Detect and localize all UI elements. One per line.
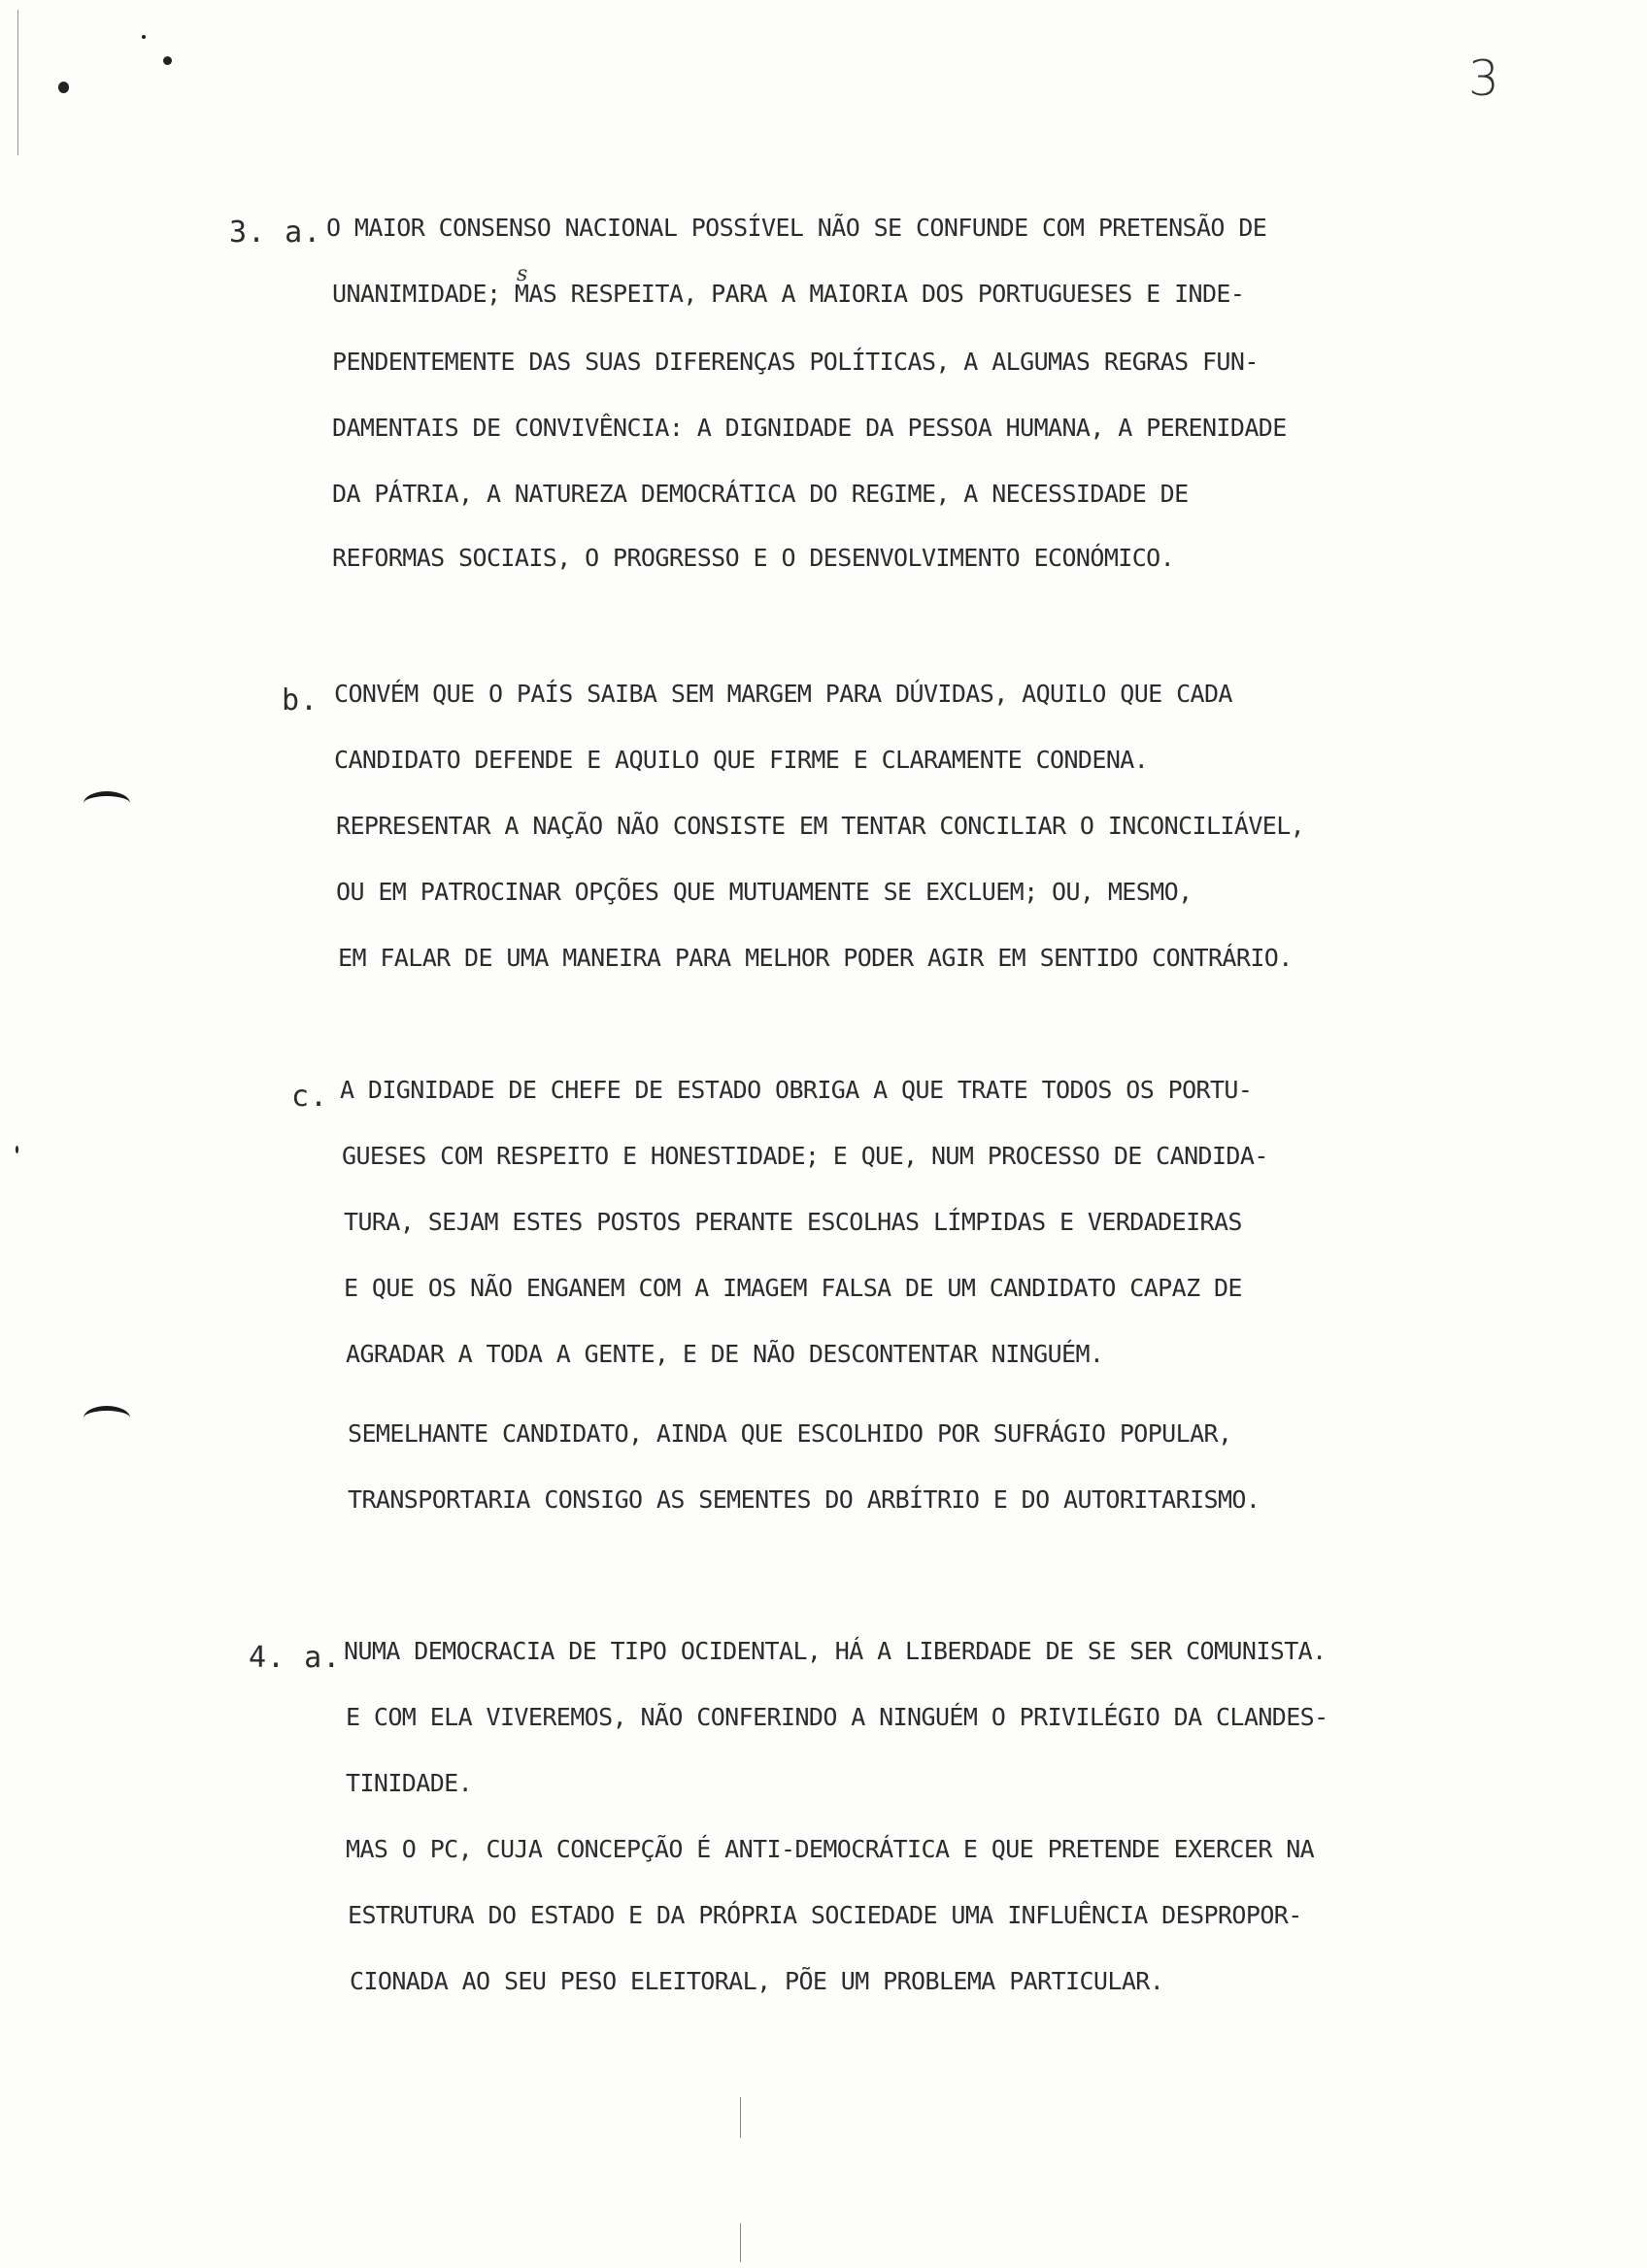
item-marker: 4. a.	[249, 1641, 342, 1675]
text-line: ESTRUTURA DO ESTADO E DA PRÓPRIA SOCIEDADE UMA INFLUÊNCIA DESPROPOR-	[348, 1901, 1302, 1929]
item-marker: b.	[282, 684, 319, 717]
scan-speck	[142, 35, 146, 39]
text-line: UNANIMIDADE; MAS RESPEITA, PARA A MAIORIA DOS PORTUGUESES E INDE-	[332, 280, 1245, 308]
text-line: DA PÁTRIA, A NATUREZA DEMOCRÁTICA DO REGIME, A NECESSIDADE DE	[332, 480, 1189, 508]
scan-speck	[163, 56, 172, 65]
fold-mark	[740, 2097, 741, 2138]
fold-mark	[740, 2223, 741, 2262]
text-line: CIONADA AO SEU PESO ELEITORAL, PÕE UM PROBLEMA PARTICULAR.	[350, 1967, 1164, 1995]
punch-hole-mark	[84, 1406, 130, 1430]
text-line: SEMELHANTE CANDIDATO, AINDA QUE ESCOLHIDO POR SUFRÁGIO POPULAR,	[348, 1419, 1232, 1448]
scan-speck	[58, 82, 69, 93]
text-line: MAS O PC, CUJA CONCEPÇÃO É ANTI-DEMOCRÁTICA E QUE PRETENDE EXERCER NA	[346, 1835, 1315, 1863]
text-line: DAMENTAIS DE CONVIVÊNCIA: A DIGNIDADE DA PESSOA HUMANA, A PERENIDADE	[332, 414, 1287, 442]
item-marker: c.	[291, 1080, 329, 1114]
text-line: AGRADAR A TODA A GENTE, E DE NÃO DESCONTENTAR NINGUÉM.	[346, 1340, 1104, 1368]
text-line: EM FALAR DE UMA MANEIRA PARA MELHOR PODER AGIR EM SENTIDO CONTRÁRIO.	[338, 944, 1293, 972]
text-line: A DIGNIDADE DE CHEFE DE ESTADO OBRIGA A QUE TRATE TODOS OS PORTU-	[340, 1076, 1253, 1104]
handwritten-annotation: s	[517, 262, 528, 286]
text-line: REPRESENTAR A NAÇÃO NÃO CONSISTE EM TENTAR CONCILIAR O INCONCILIÁVEL,	[336, 812, 1305, 840]
text-line: CONVÉM QUE O PAÍS SAIBA SEM MARGEM PARA DÚVIDAS, AQUILO QUE CADA	[334, 680, 1232, 708]
text-line: O MAIOR CONSENSO NACIONAL POSSÍVEL NÃO SE CONFUNDE COM PRETENSÃO DE	[326, 214, 1267, 242]
text-line: GUESES COM RESPEITO E HONESTIDADE; E QUE, NUM PROCESSO DE CANDIDA-	[342, 1142, 1268, 1170]
text-line: TRANSPORTARIA CONSIGO AS SEMENTES DO ARBÍTRIO E DO AUTORITARISMO.	[348, 1485, 1260, 1514]
text-line: TURA, SEJAM ESTES POSTOS PERANTE ESCOLHAS LÍMPIDAS E VERDADEIRAS	[344, 1208, 1242, 1236]
text-line: E QUE OS NÃO ENGANEM COM A IMAGEM FALSA DE UM CANDIDATO CAPAZ DE	[344, 1274, 1242, 1302]
text-line: E COM ELA VIVEREMOS, NÃO CONFERINDO A NINGUÉM O PRIVILÉGIO DA CLANDES-	[346, 1703, 1328, 1731]
item-marker: 3. a.	[229, 216, 322, 250]
text-line: CANDIDATO DEFENDE E AQUILO QUE FIRME E CLARAMENTE CONDENA.	[334, 746, 1149, 774]
text-line: NUMA DEMOCRACIA DE TIPO OCIDENTAL, HÁ A LIBERDADE DE SE SER COMUNISTA.	[344, 1637, 1327, 1665]
scan-edge-rule	[17, 10, 18, 155]
page-number: 3	[1468, 50, 1499, 107]
text-line: REFORMAS SOCIAIS, O PROGRESSO E O DESENVOLVIMENTO ECONÓMICO.	[332, 544, 1175, 572]
punch-hole-mark	[84, 791, 130, 816]
text-line: TINIDADE.	[346, 1769, 473, 1797]
text-line: PENDENTEMENTE DAS SUAS DIFERENÇAS POLÍTICAS, A ALGUMAS REGRAS FUN-	[332, 348, 1259, 376]
scan-speck	[16, 1146, 18, 1153]
text-line: OU EM PATROCINAR OPÇÕES QUE MUTUAMENTE SE EXCLUEM; OU, MESMO,	[336, 878, 1193, 906]
